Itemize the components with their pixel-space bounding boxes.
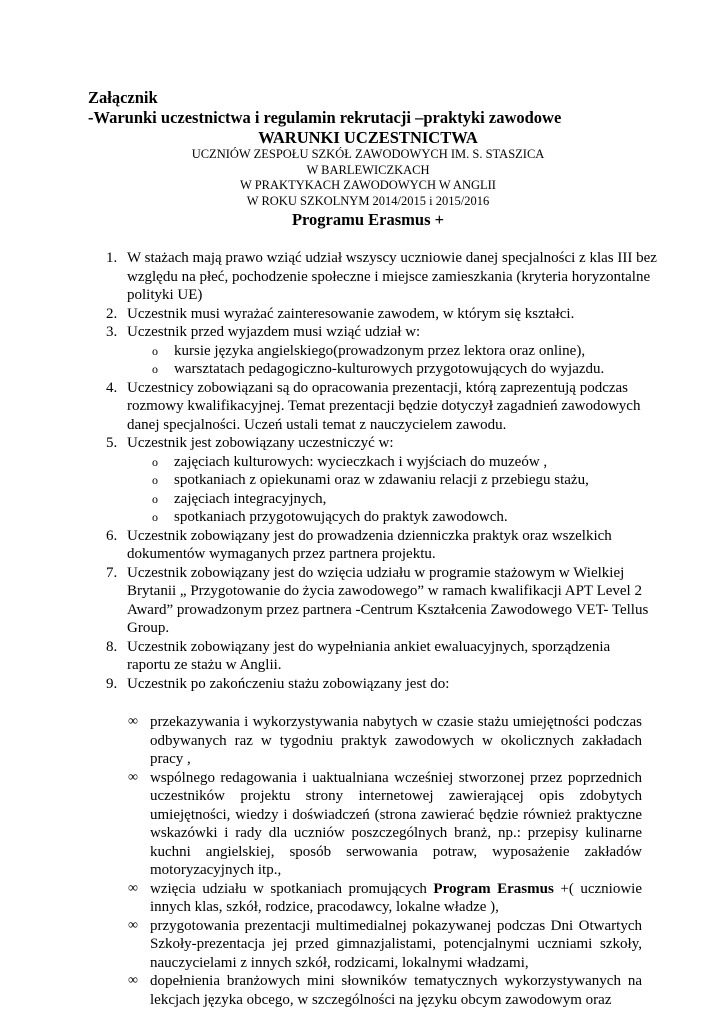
attachment-label: Załącznik (88, 88, 158, 107)
sub-item-text: warsztatach pedagogiczno-kulturowych przygotowujących do wyjazdu. (174, 361, 605, 377)
item-number: 5. (106, 435, 118, 451)
infinity-bullet-icon: ∞ (128, 973, 138, 988)
infinity-bullet-icon: ∞ (128, 917, 138, 933)
obligation-item (0, 880, 642, 917)
sub-item-text: spotkaniach z opiekunami oraz w zdawaniu relacji z przebiegu stażu, (174, 472, 589, 488)
sub-item-text: zajęciach integracyjnych, (174, 490, 327, 507)
obligation-text: wspólnego redagowania i uaktualniana wcześniej stworzonej przez poprzednich uczestników projektu strony internetowej zawierającej opis zdobytych umiejętności, wiedzy i doświadczeń (strona zawierać będzie również praktyczne wskazówki i rady dla uczniów poszczególnych branż, np.: przepisy kulinarne kuchni angielskiej, sposób serwowania potraw, wyposażenie zakładów motoryzacyjnych itp., (150, 769, 642, 878)
item-number: 2. (106, 305, 118, 322)
sub-list-item (0, 342, 654, 361)
item-text: W stażach mają prawo wziąć udział wszyscy uczniowie danej specjalności z klas III bez względu na płeć, pochodzenie społeczne i miejsce zamieszkania (kryteria horyzontalne polityki UE) (127, 250, 657, 303)
list-item (0, 379, 657, 435)
item-number: 7. (106, 564, 118, 581)
list-item (0, 527, 657, 564)
infinity-bullet-icon: ∞ (128, 880, 138, 896)
obligation-text: przygotowania prezentacji multimedialnej pokazywanej podczas Dni Otwartych Szkoły-prezentacja jej przed gimnazjalistami, potencjalnymi uczniami szkoły, nauczycielami z innych szkół, rodzicami, lokalnymi władzami, (150, 917, 642, 971)
item-text: Uczestnik zobowiązany jest do prowadzenia dzienniczka praktyk oraz wszelkich dokumentów wymaganych przez partnera projektu. (127, 527, 612, 562)
item-number: 6. (106, 527, 118, 544)
sub-list-item (0, 490, 654, 509)
conditions-list (0, 249, 724, 1009)
item-text: Uczestnik po zakończeniu stażu zobowiązany jest do: (127, 675, 450, 692)
circle-bullet-icon: o (152, 510, 158, 524)
item-number: 9. (106, 675, 118, 692)
list-item (0, 305, 657, 324)
list-item (0, 564, 657, 638)
attachment-subtitle: -Warunki uczestnictwa i regulamin rekrutacji –praktyki zawodowe (88, 108, 562, 127)
title-block (88, 128, 648, 230)
sub-list-item (0, 508, 654, 527)
list-item (0, 675, 657, 694)
obligation-text-end: +( uczniowie innych klas, szkół, rodzice, pracodawcy, lokalne władze ), (150, 880, 642, 915)
list-item (0, 249, 657, 305)
program-title: Programu Erasmus + (291, 210, 445, 229)
item-text: Uczestnik zobowiązany jest do wzięcia udziału w programie stażowym w Wielkiej Brytanii „ Przygotowanie do życia zawodowego” w ramach kwalifikacji APT Level 2 Award” prowadzonym przez partnera -Centrum Kształcenia Zawodowego VET- Tellus Group. (127, 564, 649, 636)
sub-item-text: spotkaniach przygotowujących do praktyk zawodowch. (174, 509, 508, 525)
obligation-text-start: wzięcia udziału w spotkaniach promujących (150, 880, 434, 897)
sub-list-item (0, 471, 654, 490)
item-number: 3. (106, 324, 118, 340)
item-text: Uczestnik zobowiązany jest do wypełniania ankiet ewaluacyjnych, sporządzenia raportu ze stażu w Anglii. (127, 638, 611, 673)
list-item (0, 434, 657, 453)
circle-bullet-icon: o (152, 473, 158, 487)
obligation-item (0, 972, 642, 1009)
list-item (0, 638, 657, 675)
sub-item-text: zajęciach kulturowych: wycieczkach i wyjściach do muzeów , (174, 453, 548, 470)
item-number: 4. (106, 379, 118, 396)
subtitle-line: W ROKU SZKOLNYM 2014/2015 i 2015/2016 (246, 193, 490, 208)
sub-list-item (0, 453, 654, 472)
obligation-text: dopełnienia branżowych mini słowników tematycznych wykorzystywanych na lekcjach języka obcego, w szczególności na języku obcym zawodowym oraz (150, 973, 642, 1008)
item-number: 1. (106, 250, 118, 266)
item-text: Uczestnik przed wyjazdem musi wziąć udział w: (127, 324, 421, 340)
circle-bullet-icon: o (152, 362, 158, 376)
obligation-item (0, 713, 642, 769)
obligation-text: przekazywania i wykorzystywania nabytych w czasie stażu umiejętności podczas odbywanych raz w tygodniu praktyk zawodowych w okolicznych zakładach pracy , (150, 714, 642, 767)
item-text: Uczestnicy zobowiązani są do opracowania prezentacji, którą zaprezentują podczas rozmowy kwalifikacyjnej. Temat prezentacji będzie dotyczył zagadnień zawodowych danej specjalności. Uczeń ustali temat z nauczycielem zawodu. (127, 379, 641, 433)
item-text: Uczestnik musi wyrażać zainteresowanie zawodem, w którym się kształci. (127, 305, 575, 322)
list-item (0, 323, 657, 342)
infinity-bullet-icon: ∞ (128, 769, 138, 785)
subtitle-line: W PRAKTYKACH ZAWODOWYCH W ANGLII (240, 178, 496, 192)
subtitle-line: W BARLEWICZKACH (306, 162, 430, 177)
item-text: Uczestnik jest zobowiązany uczestniczyć w: (127, 435, 394, 451)
circle-bullet-icon: o (152, 454, 158, 469)
item-number: 8. (106, 638, 118, 655)
circle-bullet-icon: o (152, 491, 158, 506)
program-name: Program Erasmus (433, 880, 554, 897)
subtitle-line: UCZNIÓW ZESPOŁU SZKÓŁ ZAWODOWYCH IM. S. STASZICA (191, 147, 545, 161)
obligation-item (0, 917, 642, 973)
spacer (0, 693, 724, 713)
sub-list-item (0, 360, 654, 379)
main-title: WARUNKI UCZESTNICTWA (258, 128, 478, 147)
sub-item-text: kursie języka angielskiego(prowadzonym przez lektora oraz online), (174, 342, 586, 359)
circle-bullet-icon: o (152, 343, 158, 358)
attachment-header (88, 88, 648, 128)
obligation-item (0, 769, 642, 880)
infinity-bullet-icon: ∞ (128, 714, 138, 729)
